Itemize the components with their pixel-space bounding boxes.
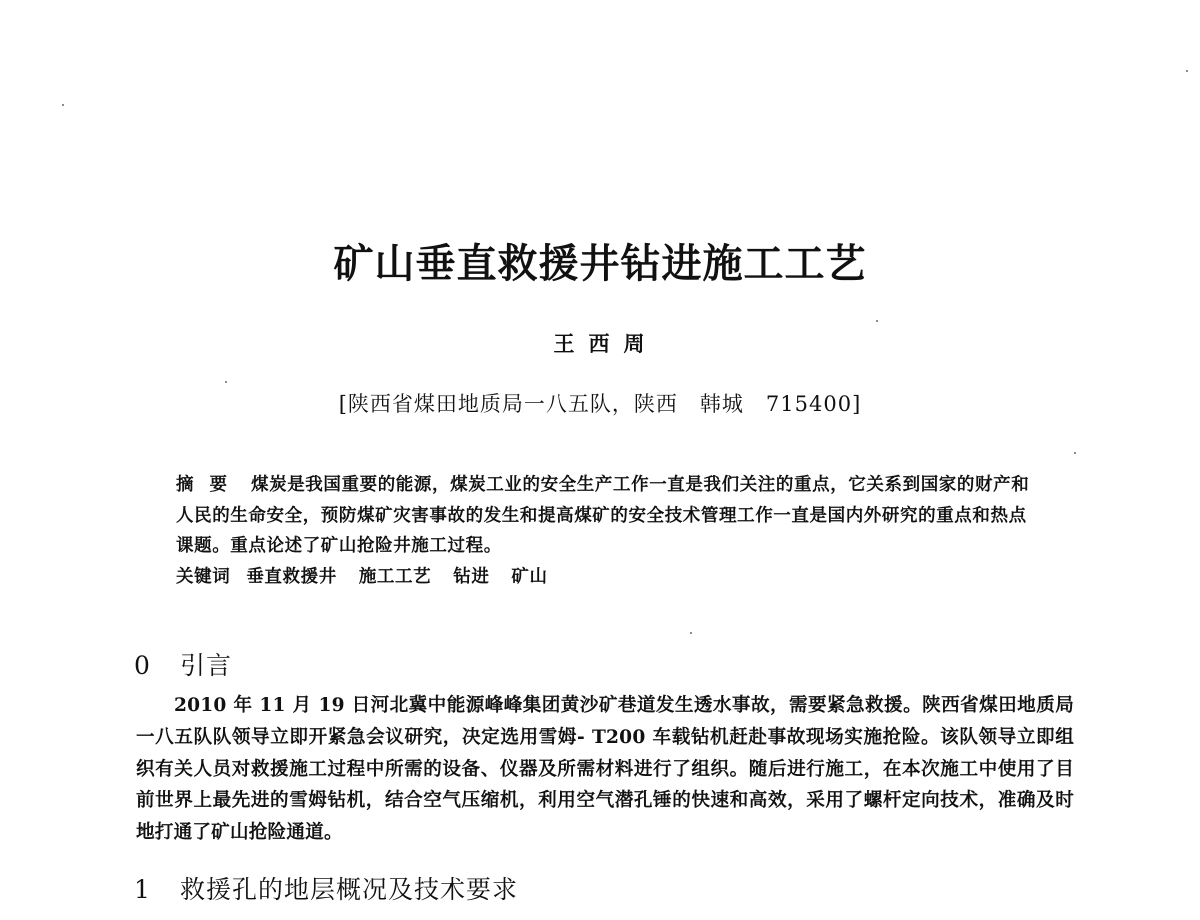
scan-speck	[690, 632, 692, 634]
section-title: 引言	[180, 651, 233, 680]
abstract-block	[176, 470, 1036, 592]
keyword-item: 施工工艺	[358, 566, 432, 587]
scan-speck	[1186, 70, 1188, 72]
paper-title: 矿山垂直救援井钻进施工工艺	[333, 240, 867, 287]
section-heading-introduction	[134, 646, 232, 682]
abstract-text: 煤炭是我国重要的能源，煤炭工业的安全生产工作一直是我们关注的重点，它关系到国家的财产和人民的生命安全，预防煤矿灾害事故的发生和提高煤矿的安全技术管理工作一直是国内外研究的重点和热点课题。重点论述了矿山抢险井施工过程。	[176, 475, 1030, 556]
keyword-item: 垂直救援井	[246, 566, 337, 587]
keywords-label: 关键词	[176, 566, 231, 587]
section-heading-strata	[134, 870, 518, 906]
keywords-line	[176, 562, 1036, 593]
abstract-paragraph	[176, 470, 1036, 562]
author-affiliation: [陕西省煤田地质局一八五队，陕西 韩城 715400]	[338, 392, 862, 416]
keyword-item: 矿山	[511, 566, 548, 587]
abstract-label: 摘要	[176, 475, 243, 495]
section-title: 救援孔的地层概况及技术要求	[180, 875, 519, 904]
scan-speck	[1074, 452, 1076, 454]
keyword-item: 钻进	[453, 566, 490, 587]
section-number: 1	[134, 875, 151, 904]
author-name: 王西周	[553, 331, 659, 356]
introduction-body: 2010 年 11 月 19 日河北冀中能源峰峰集团黄沙矿巷道发生透水事故，需要紧急救援。陕西省煤田地质局一八五队队领导立即开紧急会议研究，决定选用雪姆- T200 车载钻机赶赴事故现场实施抢险。该队领导立即组织有关人员对救援施工过程中所需的设备、仪器及所需材料进行了组织。随后进行施工，在本次施工中使用了目前世界上最先进的雪姆钻机，结合空气压缩机，利用空气潜孔锤的快速和高效，采用了螺杆定向技术，准确及时地打通了矿山抢险通道。	[136, 695, 1074, 844]
scan-speck	[225, 381, 227, 383]
scan-speck	[62, 104, 64, 106]
section-number: 0	[134, 651, 151, 680]
scan-speck	[876, 320, 878, 322]
